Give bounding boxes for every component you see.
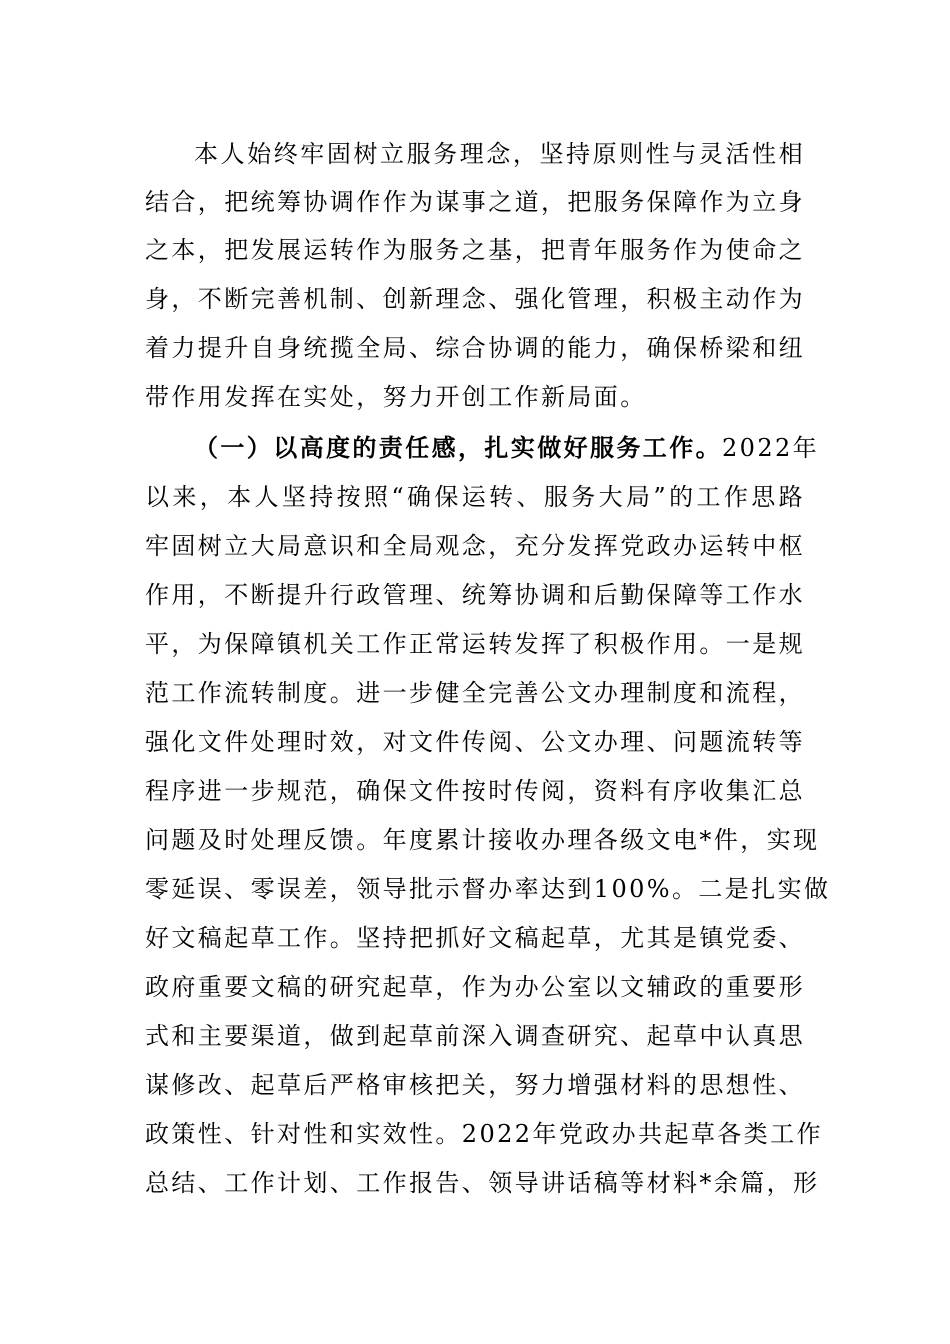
paragraph-2-line-11: 好文稿起草工作。坚持把抓好文稿起草，尤其是镇党委、 [145, 924, 805, 952]
paragraph-1-line-4: 身，不断完善机制、创新理念、强化管理，积极主动作为 [145, 285, 805, 313]
paragraph-2-line-3: 牢固树立大局意识和全局观念，充分发挥党政办运转中枢 [145, 532, 805, 560]
paragraph-2-line-16: 总结、工作计划、工作报告、领导讲话稿等材料*余篇，形 [145, 1169, 820, 1197]
paragraph-1-line-6: 带作用发挥在实处，努力开创工作新局面。 [145, 383, 647, 411]
paragraph-2-line-2: 以来，本人坚持按照“确保运转、服务大局”的工作思路 [145, 483, 805, 511]
paragraph-1-line-3: 之本，把发展运转作为服务之基，把青年服务作为使命之 [145, 236, 805, 264]
paragraph-2-line-7: 强化文件处理时效，对文件传阅、公文办理、问题流转等 [145, 728, 805, 756]
section-heading-continuation: 2022年 [722, 434, 820, 462]
paragraph-1-line-2: 结合，把统筹协调作作为谋事之道，把服务保障作为立身 [145, 188, 805, 216]
paragraph-1-line-5: 着力提升自身统揽全局、综合协调的能力，确保桥梁和纽 [145, 334, 805, 362]
paragraph-2-line-14: 谋修改、起草后严格审核把关，努力增强材料的思想性、 [145, 1071, 805, 1099]
paragraph-2-line-9: 问题及时处理反馈。年度累计接收办理各级文电*件，实现 [145, 826, 820, 854]
paragraph-2-line-8: 程序进一步规范，确保文件按时传阅，资料有序收集汇总 [145, 777, 805, 805]
paragraph-2-line-15: 政策性、针对性和实效性。2022年党政办共起草各类工作 [145, 1120, 823, 1148]
paragraph-1-line-1: 本人始终牢固树立服务理念，坚持原则性与灵活性相 [194, 140, 805, 168]
paragraph-2-line-1 [194, 424, 820, 472]
paragraph-2-line-10: 零延误、零误差，领导批示督办率达到100%。二是扎实做 [145, 875, 831, 903]
paragraph-2-line-4: 作用，不断提升行政管理、统筹协调和后勤保障等工作水 [145, 581, 805, 609]
paragraph-2-line-6: 范工作流转制度。进一步健全完善公文办理制度和流程， [145, 679, 805, 707]
section-heading: （一）以高度的责任感，扎实做好服务工作。 [194, 433, 722, 462]
paragraph-2-line-13: 式和主要渠道，做到起草前深入调查研究、起草中认真思 [145, 1022, 805, 1050]
paragraph-2-line-12: 政府重要文稿的研究起草，作为办公室以文辅政的重要形 [145, 973, 805, 1001]
paragraph-2-line-5: 平，为保障镇机关工作正常运转发挥了积极作用。一是规 [145, 630, 805, 658]
